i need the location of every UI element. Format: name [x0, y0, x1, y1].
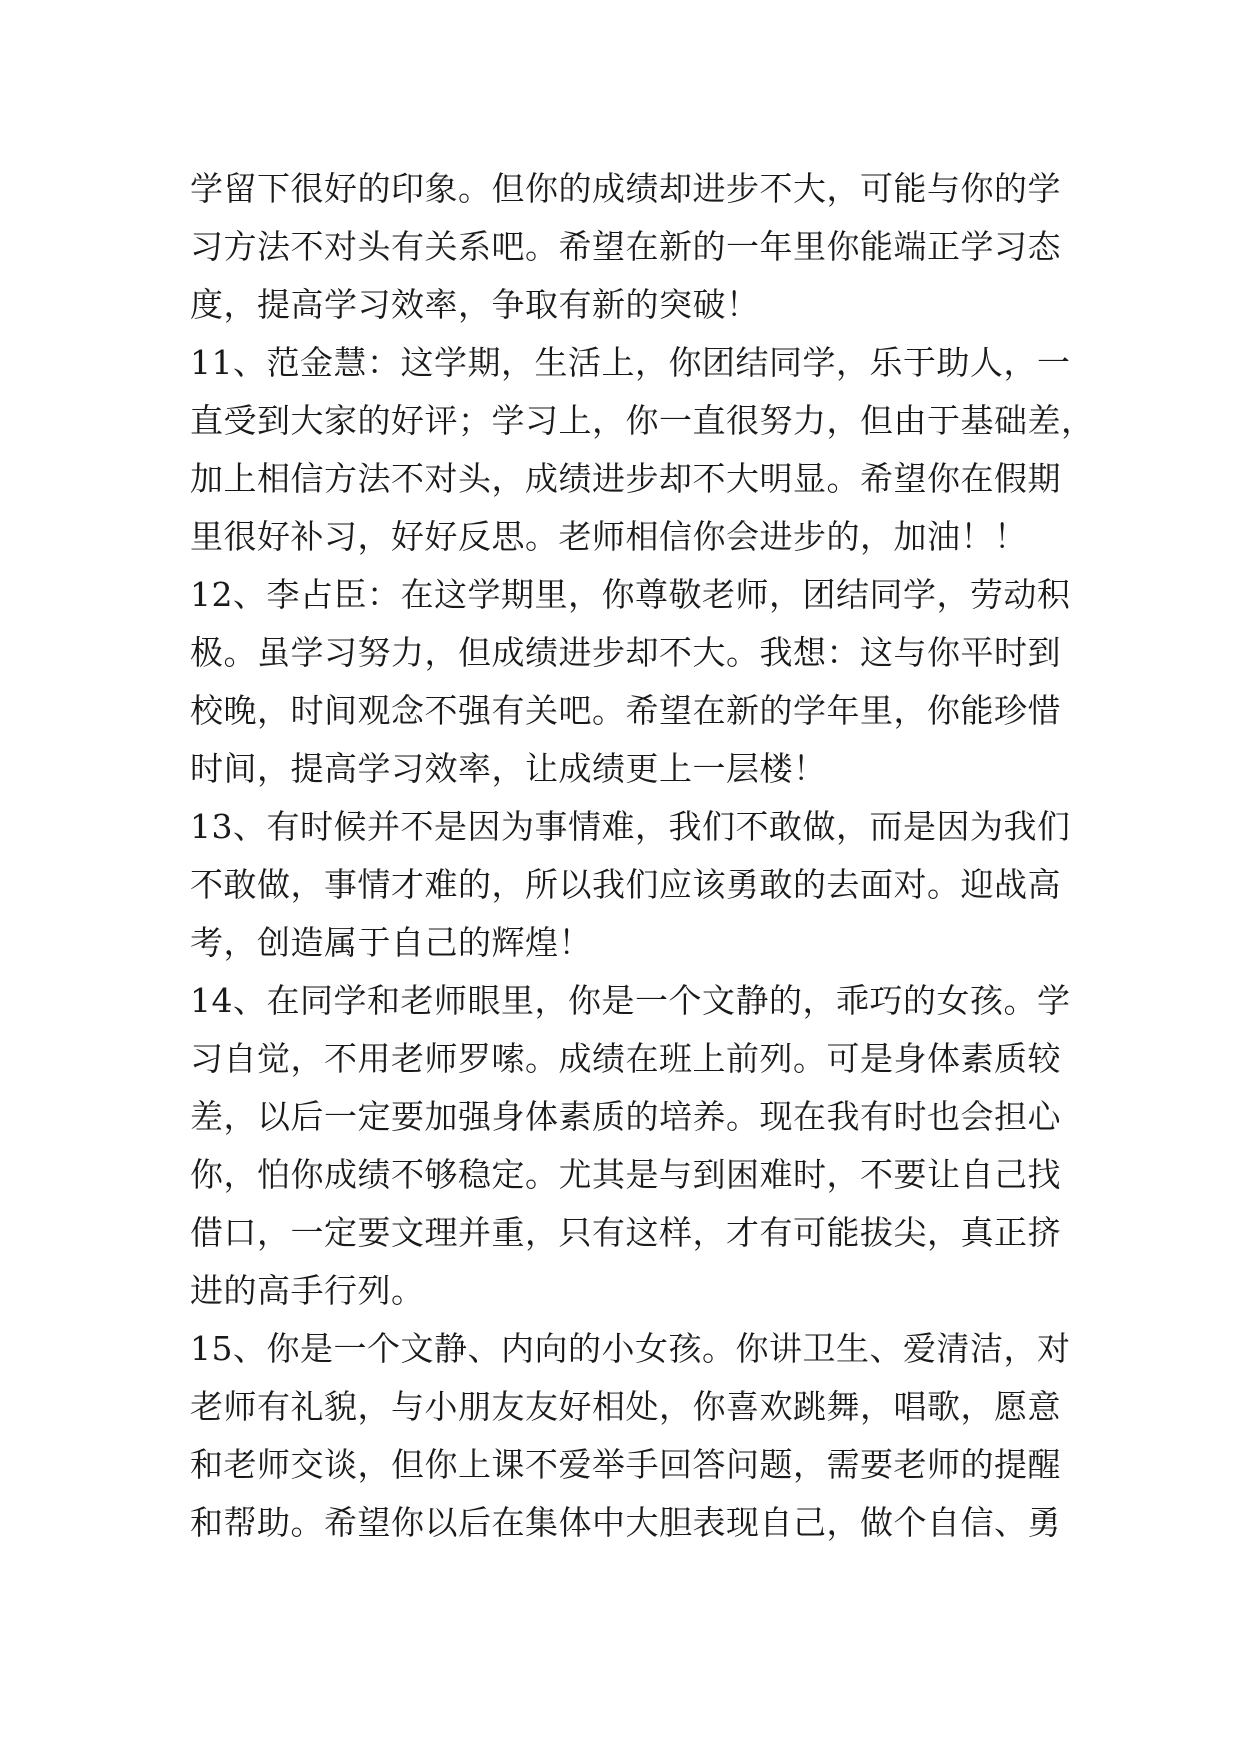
text-line: 习自觉，不用老师罗嗦。成绩在班上前列。可是身体素质较 [190, 1039, 1061, 1078]
text-line: 加上相信方法不对头，成绩进步却不大明显。希望你在假期 [190, 459, 1061, 498]
text-line: 15、你是一个文静、内向的小女孩。你讲卫生、爱清洁，对 [190, 1329, 1071, 1368]
text-line: 14、在同学和老师眼里，你是一个文静的，乖巧的女孩。学 [190, 981, 1071, 1020]
text-line: 12、李占臣：在这学期里，你尊敬老师，团结同学，劳动积 [190, 575, 1071, 614]
text-line: 时间，提高学习效率，让成绩更上一层楼！ [190, 749, 827, 788]
text-line: 你，怕你成绩不够稳定。尤其是与到困难时，不要让自己找 [190, 1155, 1061, 1194]
document-body [190, 160, 1095, 1552]
text-line: 11、范金慧：这学期，生活上，你团结同学，乐于助人，一 [190, 343, 1071, 382]
text-line: 和帮助。希望你以后在集体中大胆表现自己，做个自信、勇 [190, 1503, 1061, 1542]
text-line: 和老师交谈，但你上课不爱举手回答问题，需要老师的提醒 [190, 1445, 1061, 1484]
text-line: 校晚，时间观念不强有关吧。希望在新的学年里，你能珍惜 [190, 691, 1061, 730]
text-line: 学留下很好的印象。但你的成绩却进步不大，可能与你的学 [190, 169, 1061, 208]
text-line: 老师有礼貌，与小朋友友好相处，你喜欢跳舞，唱歌，愿意 [190, 1387, 1061, 1426]
text-line: 度，提高学习效率，争取有新的突破！ [190, 285, 760, 324]
text-line: 13、有时候并不是因为事情难，我们不敢做，而是因为我们 [190, 807, 1071, 846]
text-line: 借口，一定要文理并重，只有这样，才有可能拔尖，真正挤 [190, 1213, 1061, 1252]
text-line: 差，以后一定要加强身体素质的培养。现在我有时也会担心 [190, 1097, 1061, 1136]
text-line: 习方法不对头有关系吧。希望在新的一年里你能端正学习态 [190, 227, 1061, 266]
text-line: 直受到大家的好评；学习上，你一直很努力，但由于基础差， [190, 401, 1095, 440]
text-line: 极。虽学习努力，但成绩进步却不大。我想：这与你平时到 [190, 633, 1061, 672]
text-line: 不敢做，事情才难的，所以我们应该勇敢的去面对。迎战高 [190, 865, 1061, 904]
text-line: 进的高手行列。 [190, 1271, 425, 1310]
text-line: 考，创造属于自己的辉煌！ [190, 923, 592, 962]
text-line: 里很好补习，好好反思。老师相信你会进步的，加油！！ [190, 517, 1028, 556]
